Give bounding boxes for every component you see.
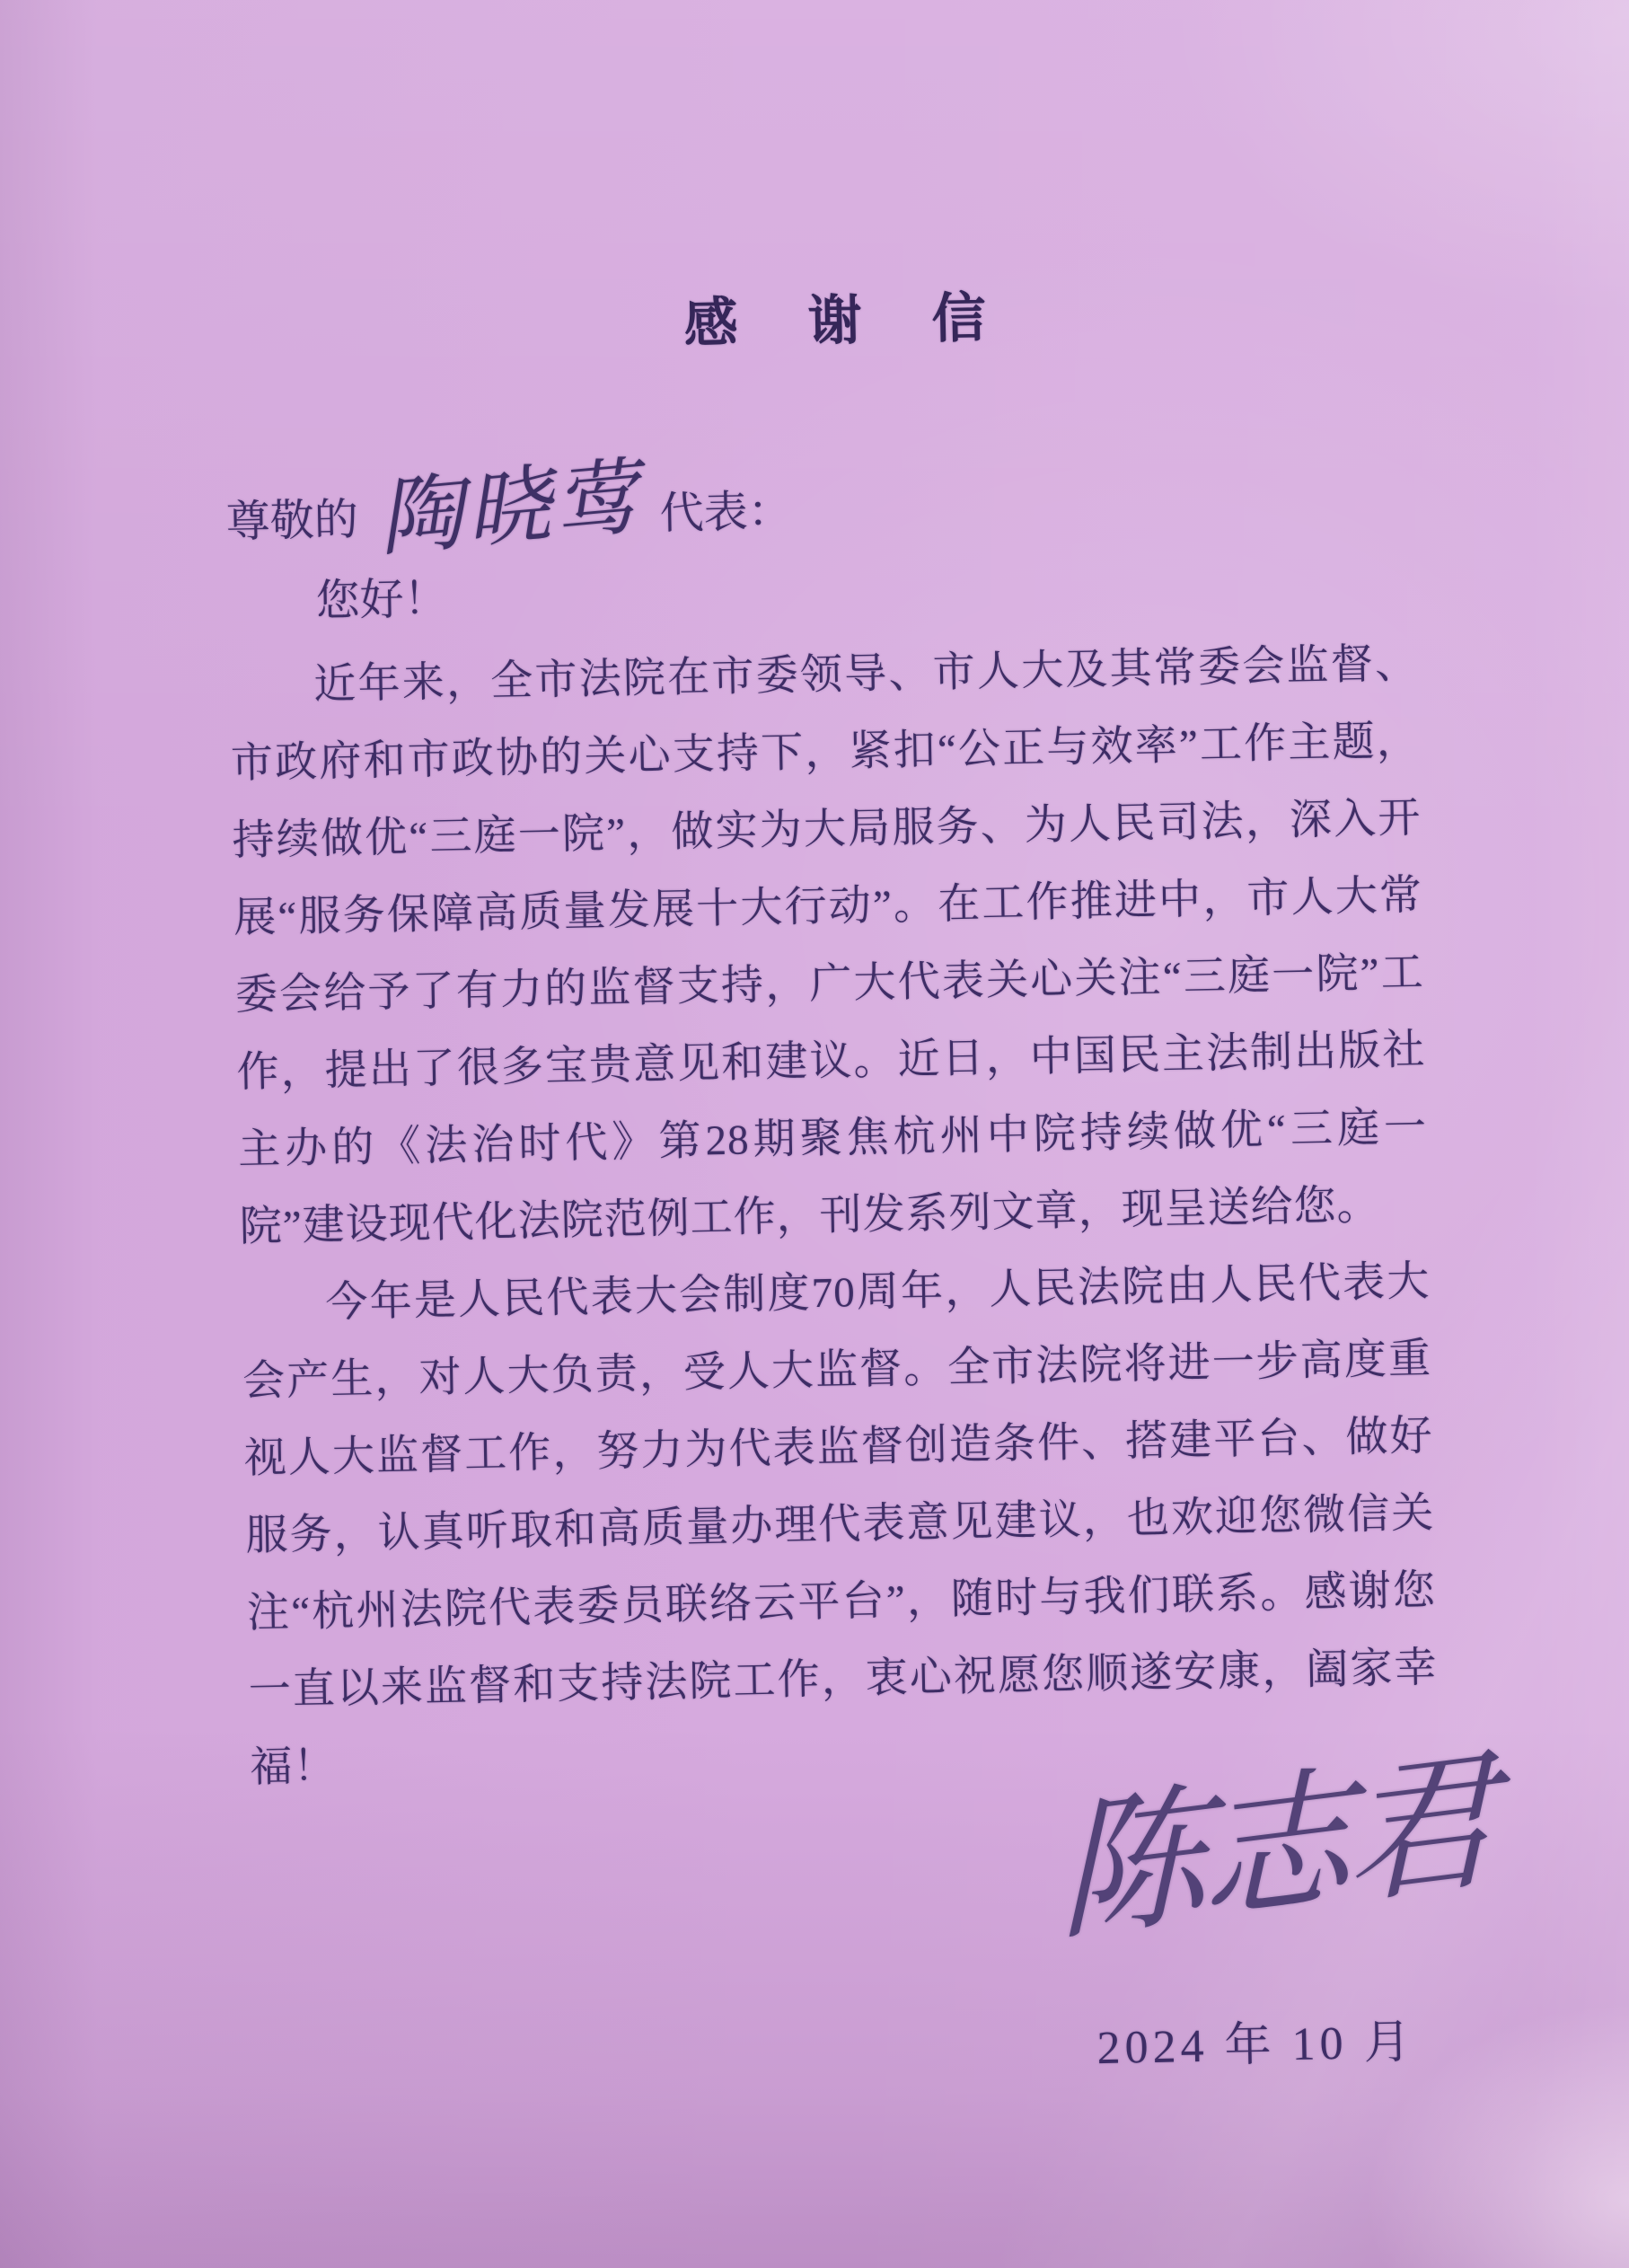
salutation-line <box>225 443 1416 568</box>
letter-title-text: 感谢信 <box>683 286 1057 354</box>
signature-handwriting: 陈志君 <box>1055 1737 1493 1960</box>
date-line: 2024 年 10 月 <box>1096 2016 1416 2075</box>
letter-body <box>228 625 1440 1806</box>
letter-title <box>14 0 1629 369</box>
recipient-name-handwritten: 陶晓莺 <box>374 450 647 568</box>
letter-paragraph-1: 近年来，全市法院在市委领导、市人大及其常委会监督、市政府和市政协的关心支持下，紧扣“公正与效率”工作主题，持续做优“三庭一院”，做实为大局服务、为人民司法，深入开展“服务保障高质量发展十大行动”。在工作推进中，市人大常委会给予了有力的监督支持，广大代表关心关注“三庭一院”工作，提出了很多宝贵意见和建议。近日，中国民主法制出版社主办的《法治时代》第28期聚焦杭州中院持续做优“三庭一院”建设现代化法院范例工作，刊发系列文章，现呈送给您。 <box>230 640 1428 1251</box>
greeting-line: 您好！ <box>314 573 449 626</box>
salutation-suffix: 代表： <box>659 486 793 539</box>
letter-paragraph-2: 今年是人民代表大会制度70周年，人民法院由人民代表大会产生，对人大负责，受人大监督。全市法院将进一步高度重视人大监督工作，努力为代表监督创造条件、搭建平台、做好服务，认真听取和高质量办理代表意见建议，也欢迎您微信关注“杭州法院代表委员联络云平台”，随时与我们联系。感谢您一直以来监督和支持法院工作，衷心祝愿您顺遂安康，阖家幸福！ <box>242 1258 1439 1792</box>
salutation-prefix: 尊敬的 <box>225 494 359 547</box>
